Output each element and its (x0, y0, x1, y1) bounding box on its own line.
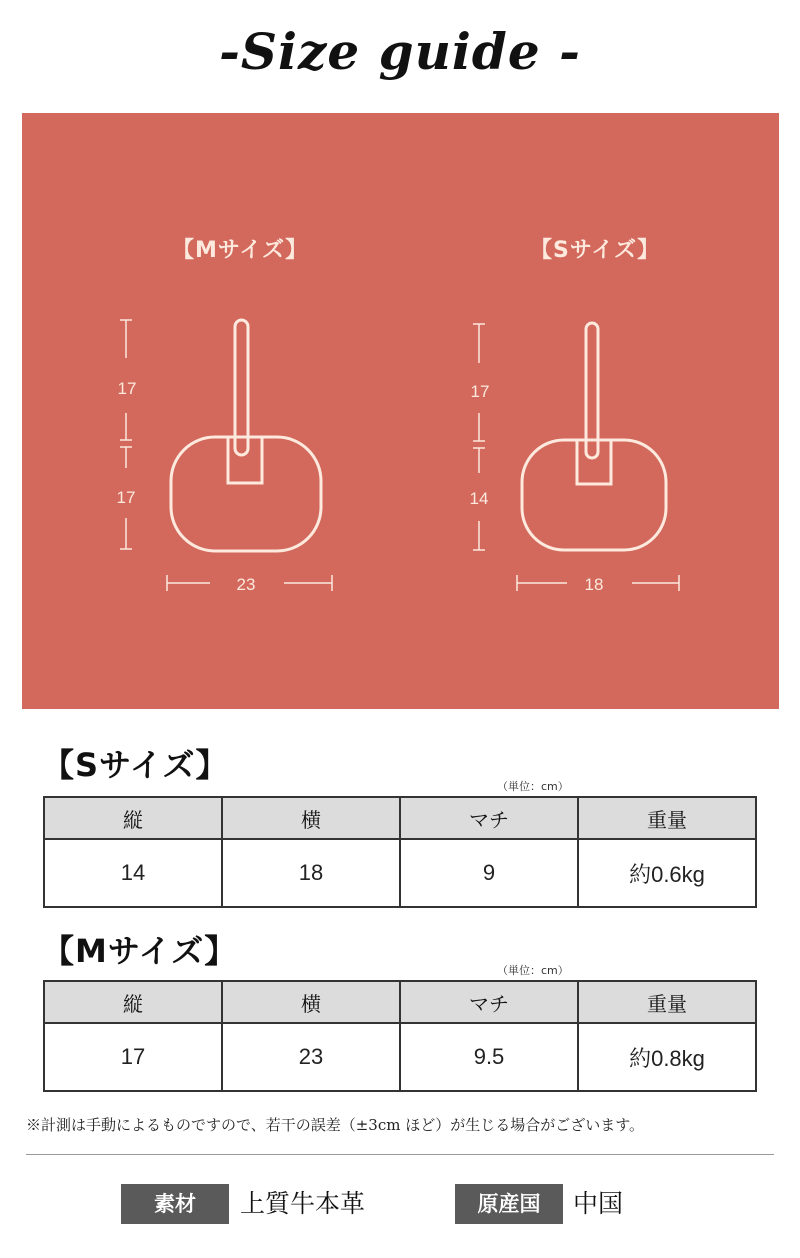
m-weight-cell: 約0.8kg (578, 1023, 756, 1091)
measurement-note: ※計測は手動によるものですので、若干の誤差（±3cm ほど）が生じる場合がございます。 (26, 1116, 645, 1134)
header-width: 横 (222, 981, 400, 1023)
m-diagram-label: 【Mサイズ】 (172, 238, 309, 263)
size-diagram (22, 113, 779, 709)
m-unit-note: （単位：cm） (497, 964, 569, 977)
origin-label: 原産国 (455, 1184, 563, 1224)
table-header-row (44, 797, 756, 839)
m-size-heading: 【Mサイズ】 (42, 932, 238, 970)
s-height-top-value: 17 (470, 382, 490, 401)
table-header-row (44, 981, 756, 1023)
m-height-bottom-value: 17 (116, 488, 136, 507)
table-row (44, 839, 756, 907)
m-width-cell: 23 (222, 1023, 400, 1091)
s-width-value: 18 (584, 575, 604, 594)
m-height-top-value: 17 (117, 379, 137, 398)
m-width-value: 23 (236, 575, 256, 594)
material-label: 素材 (121, 1184, 229, 1224)
origin-value: 中国 (573, 1189, 624, 1218)
header-length: 縦 (44, 981, 222, 1023)
table-row (44, 1023, 756, 1091)
header-width: 横 (222, 797, 400, 839)
s-gusset-cell: 9 (400, 839, 578, 907)
header-weight: 重量 (578, 797, 756, 839)
header-gusset: マチ (400, 981, 578, 1023)
header-gusset: マチ (400, 797, 578, 839)
header-weight: 重量 (578, 981, 756, 1023)
m-gusset-cell: 9.5 (400, 1023, 578, 1091)
m-size-table (43, 980, 757, 1092)
page-title: -Size guide - (219, 22, 581, 81)
divider (26, 1154, 774, 1155)
m-bag-illustration (171, 320, 321, 551)
s-bag-illustration (522, 323, 666, 550)
m-height-dimension (120, 320, 132, 549)
s-height-dimension (473, 324, 485, 550)
s-length-cell: 14 (44, 839, 222, 907)
material-value: 上質牛本革 (240, 1189, 366, 1218)
header-length: 縦 (44, 797, 222, 839)
s-weight-cell: 約0.6kg (578, 839, 756, 907)
m-length-cell: 17 (44, 1023, 222, 1091)
s-size-table (43, 796, 757, 908)
s-size-heading: 【Sサイズ】 (42, 746, 229, 784)
s-height-bottom-value: 14 (469, 489, 489, 508)
s-width-cell: 18 (222, 839, 400, 907)
s-diagram-label: 【Sサイズ】 (530, 238, 661, 263)
size-diagram-panel (22, 113, 779, 709)
s-unit-note: （単位：cm） (497, 780, 569, 793)
